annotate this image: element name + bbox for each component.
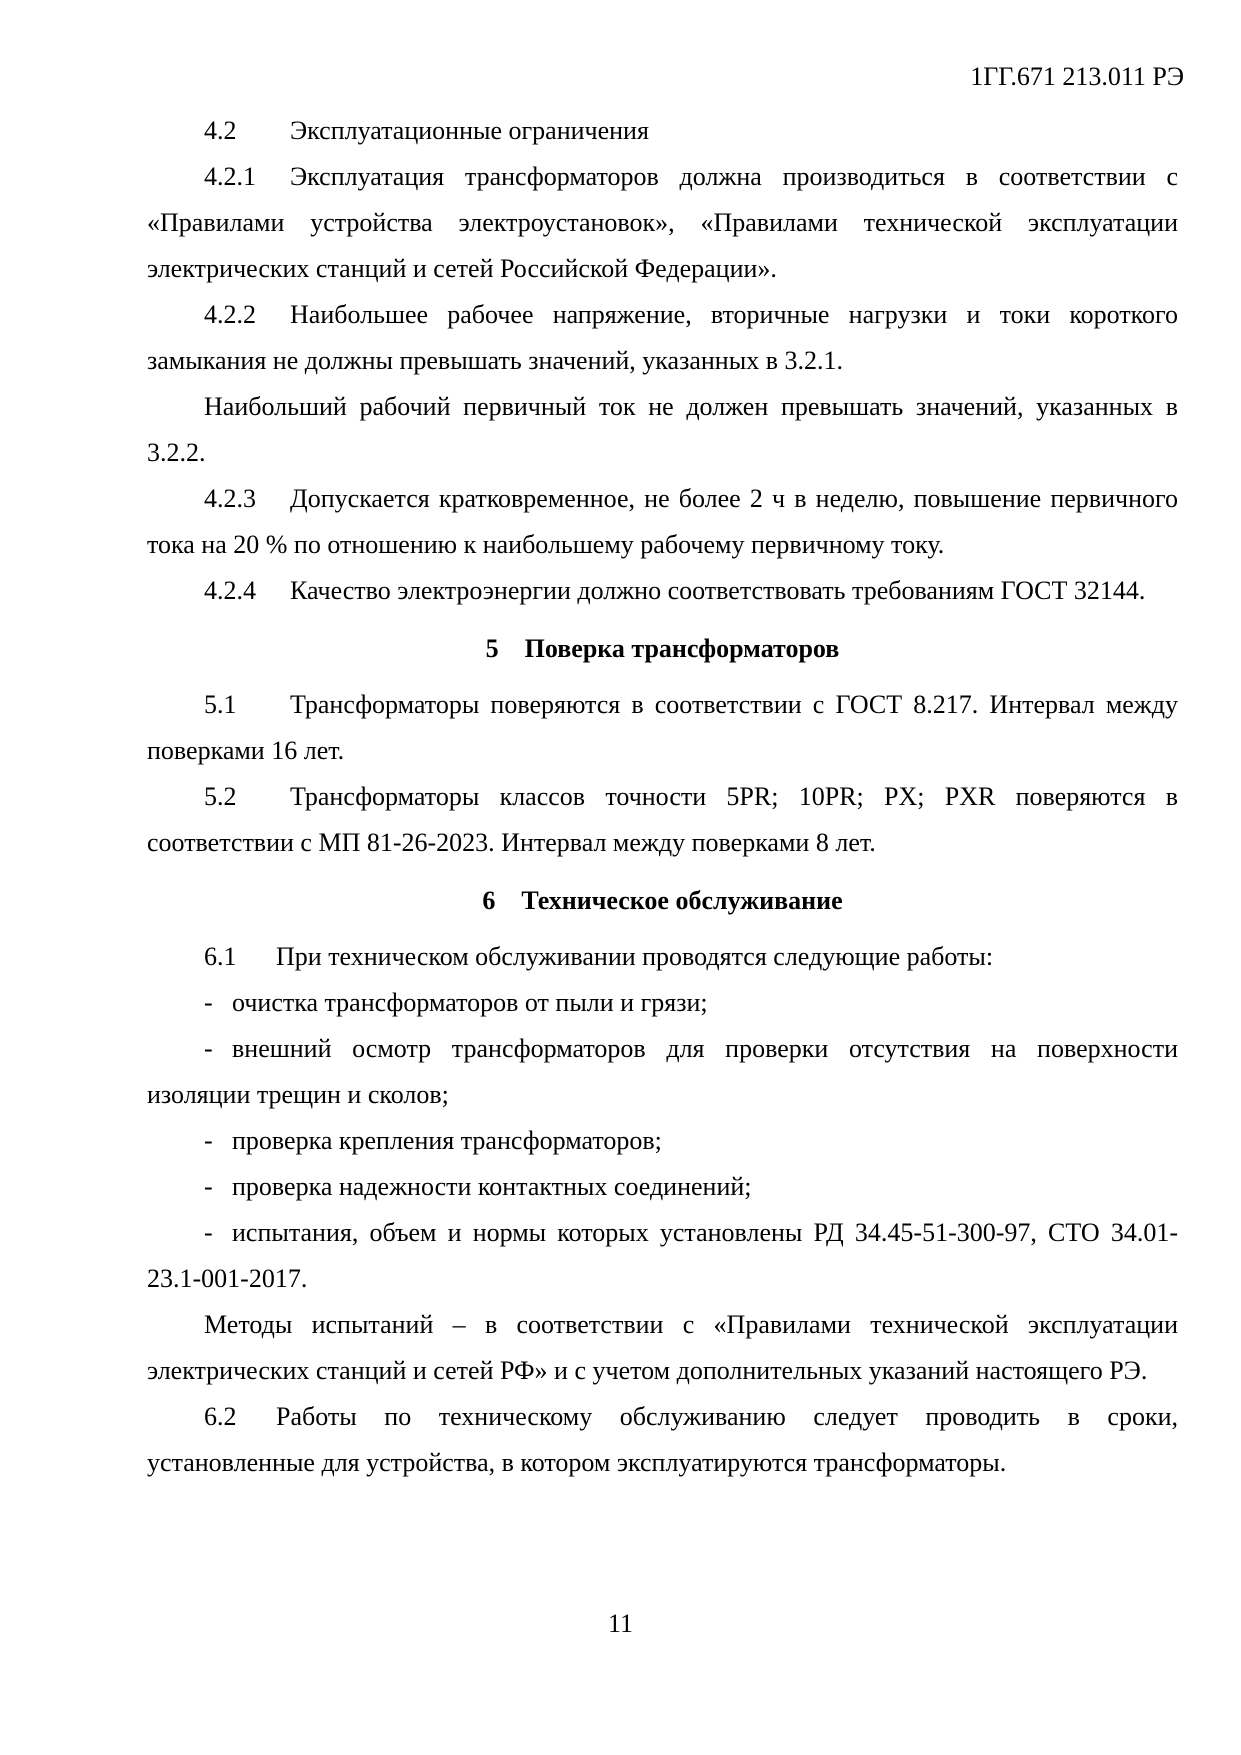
- paragraph-6-2: [147, 1394, 1178, 1486]
- clause-text: Трансформаторы поверяются в соответствии с ГОСТ 8.217. Интервал между поверками 16 лет.: [147, 690, 1178, 765]
- clause-text: Трансформаторы классов точности 5PR; 10PR; PX; PXR поверяются в соответствии с МП 81-26-2023. Интервал между поверками 8 лет.: [147, 782, 1178, 857]
- list-item-text: проверка крепления трансформаторов;: [232, 1126, 662, 1155]
- clause-text: При техническом обслуживании проводятся следующие работы:: [276, 942, 994, 971]
- paragraph-4-2-3: [147, 476, 1178, 568]
- list-item: [147, 1118, 1178, 1164]
- paragraph-4-2-2: [147, 292, 1178, 384]
- clause-text: Допускается кратковременное, не более 2 ч в неделю, повышение первичного тока на 20 % по отношению к наибольшему рабочему первичному току.: [147, 484, 1178, 559]
- paragraph-text: Методы испытаний – в соответствии с «Правилами технической эксплуатации электрических станций и сетей РФ» и с учетом дополнительных указаний настоящего РЭ.: [147, 1310, 1178, 1385]
- section-number: 6: [482, 886, 496, 915]
- paragraph-4-2-2-continued: [147, 384, 1178, 476]
- page-content: [147, 108, 1178, 1486]
- paragraph-5-2: [147, 774, 1178, 866]
- clause-text: Эксплуатация трансформаторов должна производиться в соответствии с «Правилами устройства электроустановок», «Правилами технической эксплуатации электрических станций и сетей Российской Федерации».: [147, 162, 1178, 283]
- list-marker: -: [204, 988, 213, 1017]
- clause-number: 4.2.3: [204, 484, 256, 513]
- clause-number: 6.1: [204, 942, 237, 971]
- section-heading-5: [147, 626, 1178, 672]
- paragraph-4-2-4: [147, 568, 1178, 614]
- section-title: Техническое обслуживание: [521, 886, 843, 915]
- clause-number: 4.2.4: [204, 576, 256, 605]
- list-item-text: испытания, объем и нормы которых установлены РД 34.45-51-300-97, СТО 34.01-23.1-001-2017.: [147, 1218, 1178, 1293]
- list-marker: -: [204, 1034, 213, 1063]
- list-item-text: внешний осмотр трансформаторов для проверки отсутствия на поверхности изоляции трещин и сколов;: [147, 1034, 1178, 1109]
- paragraph-6-1: [147, 934, 1178, 980]
- list-item-text: проверка надежности контактных соединений;: [232, 1172, 752, 1201]
- list-item: [147, 1026, 1178, 1118]
- paragraph-4-2-1: [147, 154, 1178, 292]
- list-item: [147, 980, 1178, 1026]
- section-heading-6: [147, 878, 1178, 924]
- clause-text: Наибольшее рабочее напряжение, вторичные нагрузки и токи короткого замыкания не должны превышать значений, указанных в 3.2.1.: [147, 300, 1178, 375]
- clause-number: 5.1: [204, 690, 237, 719]
- section-number: 5: [485, 634, 499, 663]
- clause-number: 6.2: [204, 1402, 237, 1431]
- list-item: [147, 1164, 1178, 1210]
- list-marker: -: [204, 1172, 213, 1201]
- document-code: 1ГГ.671 213.011 РЭ: [970, 62, 1184, 91]
- list-item-text: очистка трансформаторов от пыли и грязи;: [232, 988, 708, 1017]
- subsection-heading-4-2: [147, 108, 1178, 154]
- clause-number: 4.2.1: [204, 162, 256, 191]
- subsection-title: Эксплуатационные ограничения: [290, 116, 649, 145]
- list-marker: -: [204, 1218, 213, 1247]
- clause-text: Качество электроэнергии должно соответствовать требованиям ГОСТ 32144.: [290, 576, 1146, 605]
- clause-number: 4.2.2: [204, 300, 256, 329]
- section-title: Поверка трансформаторов: [524, 634, 840, 663]
- list-marker: -: [204, 1126, 213, 1155]
- paragraph-5-1: [147, 682, 1178, 774]
- paragraph-test-methods: [147, 1302, 1178, 1394]
- section-number: 4.2: [204, 116, 237, 145]
- page-number: 11: [607, 1609, 634, 1638]
- list-item: [147, 1210, 1178, 1302]
- clause-number: 5.2: [204, 782, 237, 811]
- clause-text: Работы по техническому обслуживанию следует проводить в сроки, установленные для устройства, в котором эксплуатируются трансформаторы.: [147, 1402, 1178, 1477]
- clause-text: Наибольший рабочий первичный ток не должен превышать значений, указанных в 3.2.2.: [147, 392, 1178, 467]
